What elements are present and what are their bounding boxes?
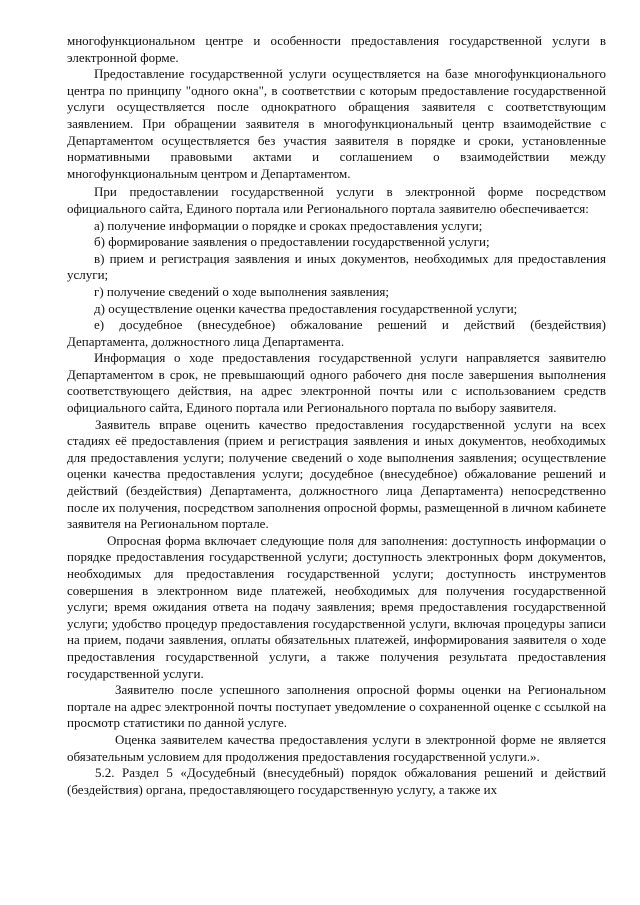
paragraph-quality-rating: Заявитель вправе оценить качество предоставления государственной услуги на всех стадиях её предоставления (прием и регистрация заявления и иных документов, необходимых для предоставления услуги; получение сведений о ходе выполнения заявления; осуществление оценки качества предоставления услуги; досудебное (внесудебное) обжалование решений и действий (бездействия) Департамента, должностного лица Департамента) непосредственно после их получения, посредством заполнения опросной формы, размещенной в личном кабинете заявителя на Региональном портале.	[67, 416, 606, 532]
paragraph-electronic-form: При предоставлении государственной услуги в электронной форме посредством официального сайта, Единого портала или Регионального портала заявителю обеспечивается:	[67, 184, 606, 216]
list-item-e: е) досудебное (внесудебное) обжалование решений и действий (бездействия) Департамента, должностного лица Департамента.	[67, 317, 606, 349]
list-item-d: д) осуществление оценки качества предоставления государственной услуги;	[94, 300, 518, 316]
paragraph-notification: Заявителю после успешного заполнения опросной формы оценки на Региональном портале на адрес электронной почты поступает уведомление о сохраненной оценке с ссылкой на просмотр статистики по данной услуге.	[67, 682, 606, 731]
list-item-v: в) прием и регистрация заявления и иных документов, необходимых для предоставления услуги;	[67, 250, 606, 283]
list-item-a: а) получение информации о порядке и сроках предоставления услуги;	[94, 217, 483, 233]
paragraph-mfc-continuation: многофункциональном центре и особенности предоставления государственной услуги в электронной форме.	[67, 33, 606, 65]
paragraph-one-window: Предоставление государственной услуги осуществляется на базе многофункционального центра по принципу "одного окна", в соответствии с которым предоставление государственной услуги осуществляется после однократного обращения заявителя с соответствующим заявлением. При обращении заявителя в многофункциональный центр взаимодействие с Департаментом осуществляется без участия заявителя в порядке и сроки, установленные нормативными правовыми актами и соглашением о взаимодействии между многофункциональным центром и Департаментом.	[67, 66, 606, 181]
paragraph-progress-info: Информация о ходе предоставления государственной услуги направляется заявителю Департаментом в срок, не превышающий одного рабочего дня после завершения выполнения соответствующего действия, на адрес электронной почты или с использованием средств официального сайта, Единого портала или Регионального портала по выбору заявителя.	[67, 350, 606, 416]
paragraph-rating-optional: Оценка заявителем качества предоставления услуги в электронной форме не является обязательным условием для продолжения предоставления государственной услуги.».	[67, 731, 606, 764]
list-item-b: б) формирование заявления о предоставлении государственной услуги;	[94, 234, 490, 250]
paragraph-survey-form: Опросная форма включает следующие поля для заполнения: доступность информации о порядке предоставления государственной услуги; доступность электронных форм документов, необходимых для предоставления государственной услуги; доступность инструментов совершения в электронном виде платежей, необходимых для получения государственной услуги; время ожидания ответа на подачу заявления; время предоставления государственной услуги; удобство процедур предоставления государственной услуги, включая процедуры записи на прием, подачи заявления, оплаты обязательных платежей, информирования заявителя о ходе предоставления государственной услуги, а также получения результата предоставления государственной услуги.	[67, 532, 606, 681]
paragraph-section-5-2: 5.2. Раздел 5 «Досудебный (внесудебный) порядок обжалования решений и действий (бездействия) органа, предоставляющего государственную услугу, а также их	[67, 765, 606, 797]
list-item-g: г) получение сведений о ходе выполнения заявления;	[94, 283, 390, 299]
